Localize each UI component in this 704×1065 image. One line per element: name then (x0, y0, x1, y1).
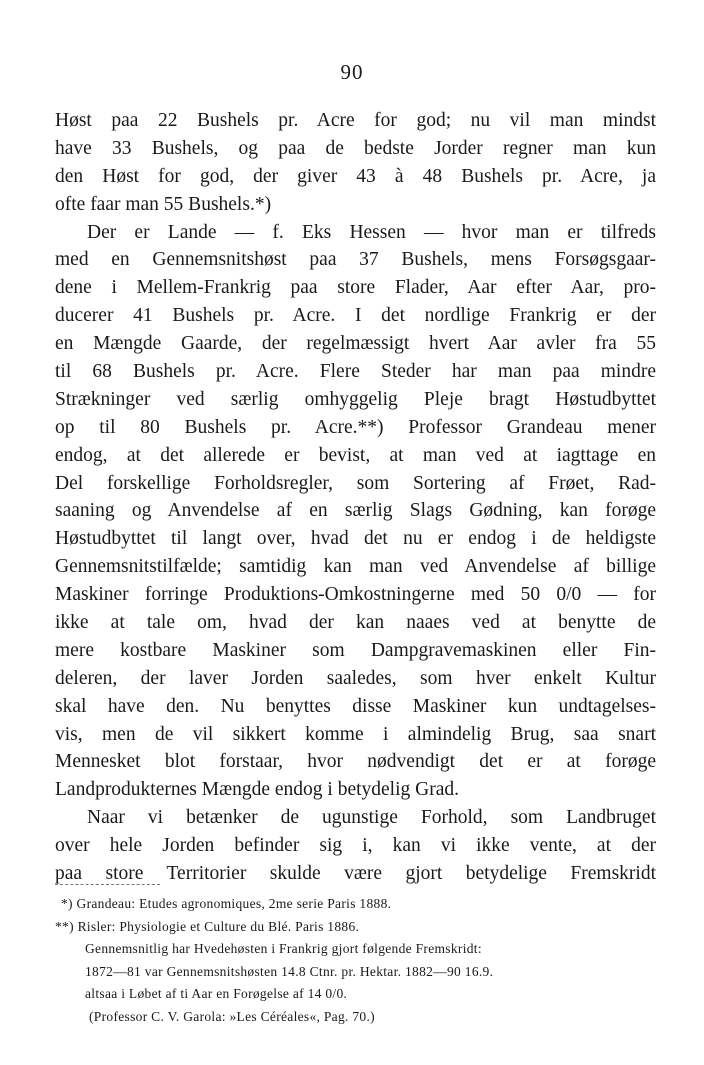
footnote-line: altsaa i Løbet af ti Aar en Forøgelse af 14 0/0. (85, 986, 348, 1001)
text-line: dene i Mellem-Frankrig paa store Flader, Aar efter Aar, pro- (55, 277, 656, 299)
text-line: saaning og Anvendelse af en særlig Slags Gødning, kan forøge (55, 500, 656, 522)
text-line: Høst paa 22 Bushels pr. Acre for god; nu vil man mindst (55, 110, 656, 131)
text-line: skal have den. Nu benyttes disse Maskiner kun undtagelses- (55, 695, 656, 717)
text-line: med en Gennemsnitshøst paa 37 Bushels, mens Forsøgsgaar- (55, 249, 656, 271)
text-line: Gennemsnitstilfælde; samtidig kan man ved Anvendelse af billige (55, 556, 656, 578)
page-number: 90 (340, 60, 364, 84)
text-line: Mennesket blot forstaar, hvor nødvendigt det er at forøge (55, 751, 656, 773)
footnote-divider (55, 884, 160, 885)
text-line: have 33 Bushels, og paa de bedste Jorder regner man kun (55, 137, 656, 159)
text-line: Del forskellige Forholdsregler, som Sortering af Frøet, Rad- (55, 472, 656, 494)
footnote-line: Gennemsnitlig har Hvedehøsten i Frankrig gjort følgende Fremskridt: (85, 941, 482, 956)
footnotes (55, 893, 656, 1028)
footnote-line: *) Grandeau: Etudes agronomiques, 2me serie Paris 1888. (61, 896, 392, 911)
text-line: ducerer 41 Bushels pr. Acre. I det nordlige Frankrig er der (55, 305, 656, 327)
text-line: den Høst for god, der giver 43 à 48 Bushels pr. Acre, ja (55, 165, 656, 187)
body-text (55, 107, 656, 888)
text-line: mere kostbare Maskiner som Dampgravemaskinen eller Fin- (55, 639, 656, 661)
text-line: Strækninger ved særlig omhyggelig Pleje bragt Høstudbyttet (55, 388, 656, 410)
text-line: vis, men de vil sikkert komme i almindelig Brug, saa snart (55, 723, 656, 745)
text-line: en Mængde Gaarde, der regelmæssigt hvert Aar avler fra 55 (55, 333, 656, 355)
text-line: Landprodukternes Mængde endog i betydelig Grad. (55, 779, 459, 801)
text-line: deleren, der laver Jorden saaledes, som hver enkelt Kultur (55, 667, 656, 689)
text-line: over hele Jorden befinder sig i, kan vi ikke vente, at der (55, 835, 656, 857)
footnote-line: 1872—81 var Gennemsnitshøsten 14.8 Ctnr. pr. Hektar. 1882—90 16.9. (85, 963, 494, 979)
text-line: ofte faar man 55 Bushels.*) (55, 193, 272, 215)
text-line: paa store Territorier skulde være gjort betydelige Fremskridt (55, 863, 656, 885)
text-line: Maskiner forringe Produktions-Omkostningerne med 50 0/0 — for (55, 584, 656, 606)
text-line: endog, at det allerede er bevist, at man ved at iagttage en (55, 444, 656, 466)
footnote-line: (Professor C. V. Garola: »Les Céréales«, Pag. 70.) (89, 1008, 375, 1024)
text-line: ikke at tale om, hvad der kan naaes ved at benytte de (55, 612, 656, 634)
text-line: til 68 Bushels pr. Acre. Flere Steder har man paa mindre (55, 361, 656, 383)
text-line: Høstudbyttet til langt over, hvad det nu er endog i de heldigste (55, 528, 656, 550)
text-line: op til 80 Bushels pr. Acre.**) Professor Grandeau mener (55, 416, 656, 438)
footnote-line: **) Risler: Physiologie et Culture du Blé. Paris 1886. (55, 918, 360, 934)
text-line: Der er Lande — f. Eks Hessen — hvor man er tilfreds (87, 221, 656, 243)
text-line: Naar vi betænker de ugunstige Forhold, som Landbruget (87, 807, 656, 829)
